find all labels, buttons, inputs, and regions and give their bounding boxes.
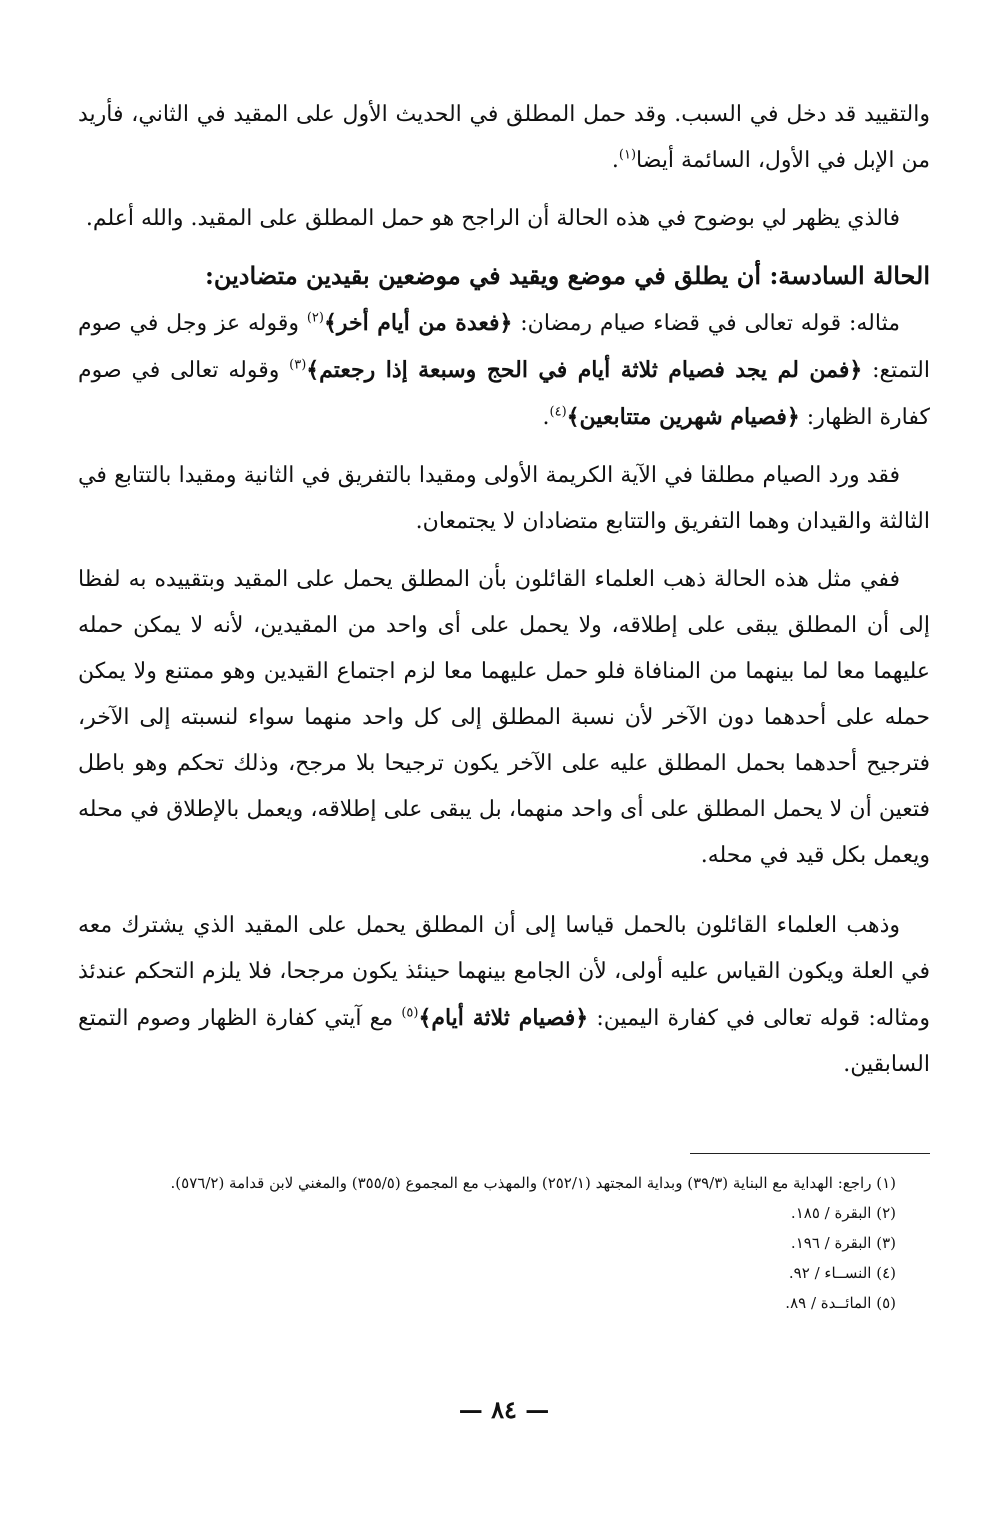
footnote-ref-5[interactable]: (٥) — [401, 1005, 419, 1021]
footnote-ref-4[interactable]: (٤) — [549, 404, 567, 420]
footnote-5: (٥) المائــدة / ٨٩. — [785, 1294, 896, 1312]
quran-verse-2: ﴿فمن لم يجد فصيام ثلاثة أيام في الحج وسبعة إذا رجعتم﴾ — [306, 357, 863, 383]
paragraph-1-text: والتقييد قد دخل في السبب. وقد حمل المطلق في الحديث الأول على المقيد في الثاني، فأريد من الإبل في الأول، السائمة أيضا — [78, 102, 930, 173]
quran-verse-1: ﴿فعدة من أيام أخر﴾ — [323, 310, 513, 336]
paragraph-1 — [78, 92, 930, 184]
page-number: — ٨٤ — — [458, 1395, 550, 1424]
footnote-2: (٢) البقرة / ١٨٥. — [790, 1204, 896, 1222]
paragraph-6-part-a: وذهب العلماء القائلون بالحمل قياسا إلى أن المطلق يحمل على المقيد الذي يشترك معه في العلة ويكون القياس عليه أولى، لأن الجامع بينهما حينئذ يكون مرجحا، فلا يلزم التحكم عندئذ ومثاله: قوله تعالى في كفارة اليمين: — [78, 913, 930, 1031]
main-text — [78, 92, 930, 1088]
paragraph-3-part-b: وقوله عز وجل في صوم التمتع: — [78, 311, 930, 383]
footnote-3: (٣) البقرة / ١٩٦. — [790, 1234, 896, 1252]
footnotes-section — [76, 1170, 896, 1320]
paragraph-3-part-a: مثاله: قوله تعالى في قضاء صيام رمضان: — [520, 311, 901, 336]
paragraph-3-part-c: وقوله تعالى في صوم كفارة الظهار: — [78, 358, 930, 430]
paragraph-6 — [78, 903, 930, 1088]
paragraph-6-part-b: مع آيتي كفارة الظهار وصوم التمتع السابقين. — [78, 1006, 930, 1077]
quran-verse-3: ﴿فصيام شهرين متتابعين﴾ — [566, 404, 800, 430]
paragraph-3-end: . — [542, 405, 550, 430]
paragraph-3 — [78, 300, 930, 441]
paragraph-1-end: . — [611, 148, 619, 173]
quran-verse-4: ﴿فصيام ثلاثة أيام﴾ — [418, 1005, 589, 1031]
footnote-1: (١) راجع: الهداية مع البناية (٣٩/٣) وبداية المجتهد (٢٥٢/١) والمهذب مع المجموع (٣٥٥/٥) والمغني لابن قدامة (٥٧٦/٢). — [170, 1174, 896, 1192]
footnote-ref-3[interactable]: (٣) — [289, 357, 307, 373]
footnote-ref-2[interactable]: (٢) — [306, 310, 324, 326]
footnote-ref-1[interactable]: (١) — [618, 147, 637, 163]
footnote-4: (٤) النســاء / ٩٢. — [788, 1264, 896, 1282]
paragraph-4: فقد ورد الصيام مطلقا في الآية الكريمة الأولى ومقيدا بالتفريق في الثانية ومقيدا بالتتابع في الثالثة والقيدان وهما التفريق والتتابع متضادان لا يجتمعان. — [78, 463, 930, 534]
paragraph-2: فالذي يظهر لي بوضوح في هذه الحالة أن الراجح هو حمل المطلق على المقيد. والله أعلم. — [85, 206, 900, 231]
footnote-divider — [690, 1153, 930, 1154]
paragraph-5: ففي مثل هذه الحالة ذهب العلماء القائلون بأن المطلق يحمل على المقيد وبتقييده به لفظا إلى أن المطلق يبقى على إطلاقه، ولا يحمل على أى واحد من المقيدين، لأنه لا يمكن حمله عليهما معا لما بينهما من المنافاة فلو حمل عليهما معا لزم اجتماع القيدين وهو ممتنع ولا يمكن حمله على أحدهما دون الآخر لأن نسبة المطلق إلى كل واحد منهما سواء لنسبته إلى الآخر، فترجيح أحدهما بحمل المطلق عليه على الآخر يكون ترجيحا بلا مرجح، وذلك تحكم وهو باطل فتعين أن لا يحمل المطلق على أى واحد منهما، بل يبقى على إطلاقه، ويعمل بالإطلاق في محله ويعمل بكل قيد في محله. — [78, 567, 930, 868]
section-heading: الحالة السادسة: أن يطلق في موضع ويقيد في موضعين بقيدين متضادين: — [204, 261, 930, 290]
